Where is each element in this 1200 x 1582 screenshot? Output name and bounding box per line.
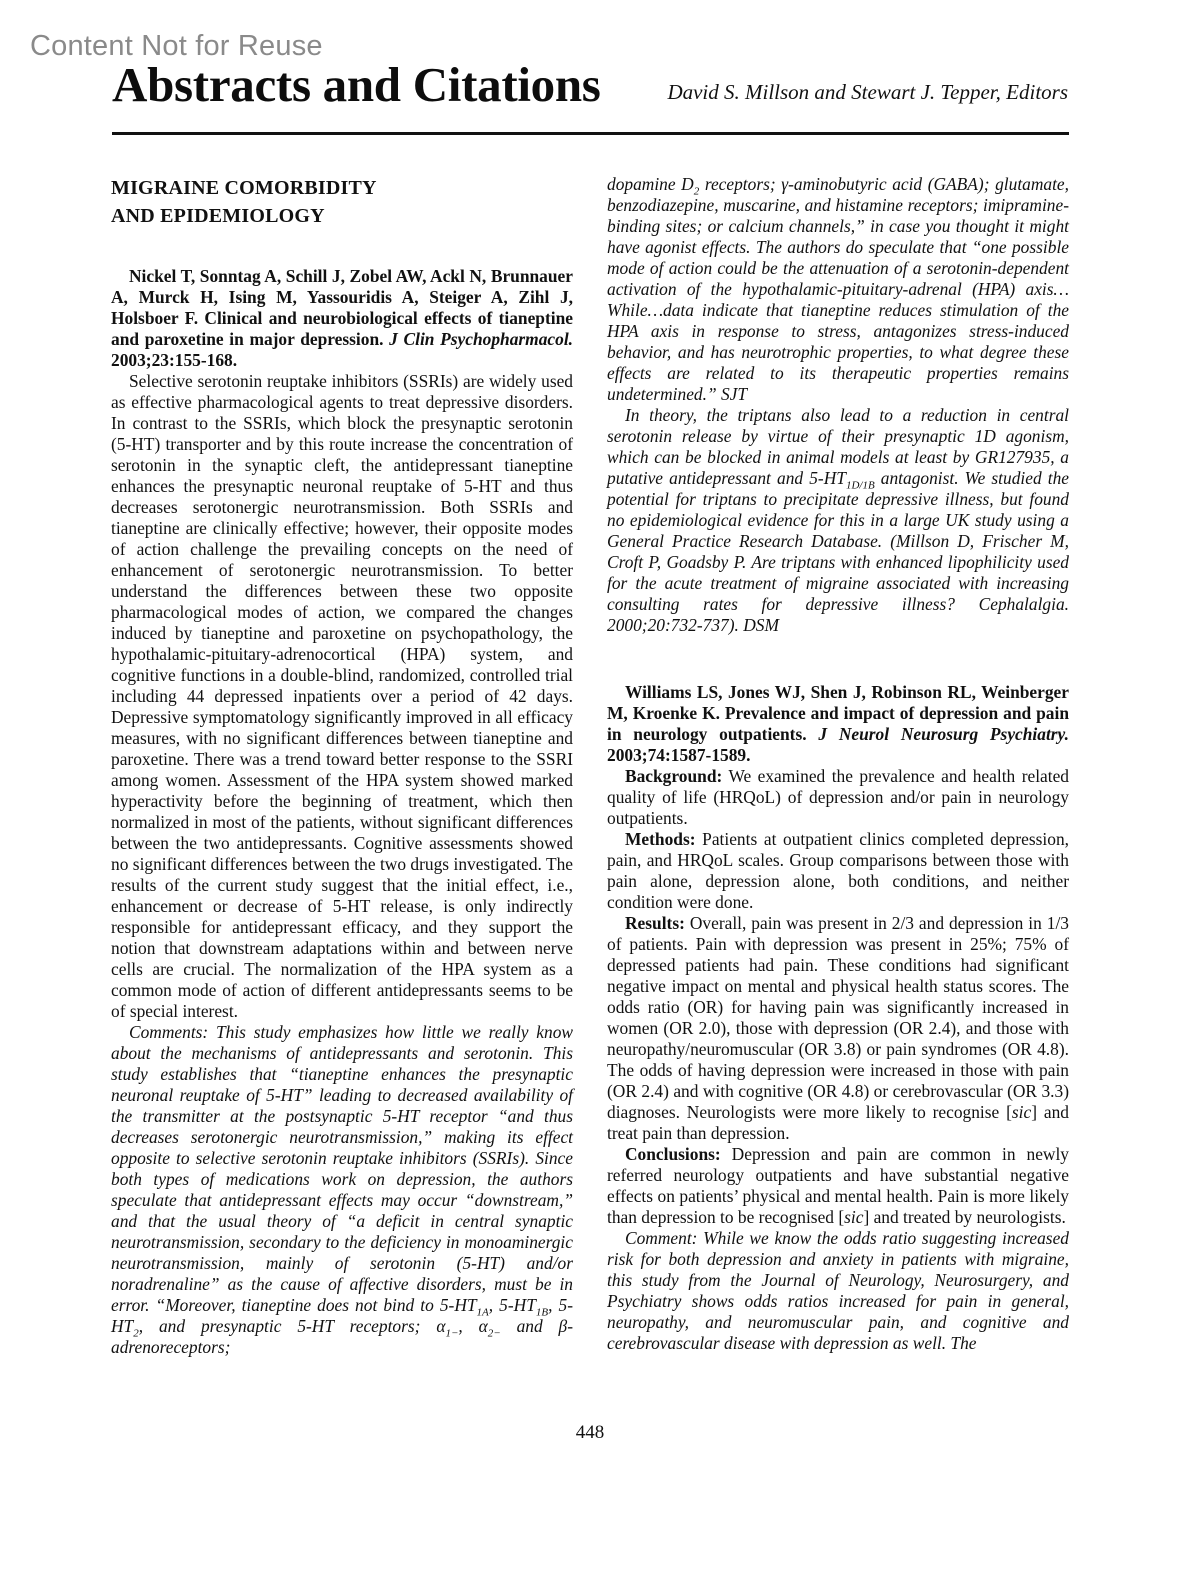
article-comments [111, 1022, 573, 1358]
abstract-results [607, 913, 1069, 1144]
conclusions-label: Conclusions: [625, 1144, 721, 1164]
methods-text: Patients at outpatient clinics completed depression, pain, and HRQoL scales. Group comparisons between those with pain alone, depression alone, both conditions, and neither condition were done. [607, 829, 1069, 912]
receptor-sub: 1D/1B [845, 479, 875, 492]
article-abstract: Selective serotonin reuptake inhibitors (SSRIs) are widely used as effective pharmacological agents to treat depressive disorders. In contrast to the SSRIs, which block the presynaptic serotonin (5-HT) transporter and by this route increase the concentration of serotonin in the synaptic cleft, the antidepressant tianeptine enhances the presynaptic neuronal reuptake of 5-HT and thus decreases serotonergic neurotransmission. Both SSRIs and tianeptine are clinically effective; however, their opposite modes of action challenge the prevailing concepts on the need of enhancement of serotonergic neurotransmission. To better understand the differences between these two opposite pharmacological modes of action, we compared the changes induced by tianeptine and paroxetine on psychopathology, the hypothalamic-pituitary-adrenocortical (HPA) system, and cognitive functions in a double-blind, randomized, controlled trial including 44 depressed inpatients over a period of 42 days. Depressive symptomatology significantly improved in all efficacy measures, with no significant differences between tianeptine and paroxetine. There was a trend toward better response to the SSRI among women. Assessment of the HPA system showed marked hyperactivity before the beginning of treatment, which then normalized in most of the patients, without significant differences between the two antidepressants. Cognitive assessments showed no significant differences between the two drugs investigated. The results of the current study suggest that the initial effect, i.e., enhancement or decrease of 5-HT release, is only indirectly responsible for antidepressant efficacy, and they support the notion that downstream adaptations within and between nerve cells are crucial. The normalization of the HPA system as a common mode of action of different antidepressants seems to be of special interest. [111, 371, 573, 1021]
sic-marker: sic [1011, 1102, 1032, 1122]
abstract-conclusions [607, 1144, 1069, 1228]
receptor-sub: 1− [445, 1327, 459, 1340]
header-rule [112, 132, 1069, 135]
comments-text: , and presynaptic 5-HT receptors; α [138, 1316, 446, 1336]
receptor-sub: 1B [535, 1306, 549, 1319]
right-column [607, 174, 1069, 1354]
editors-line: David S. Millson and Stewart J. Tepper, Editors [667, 80, 1068, 104]
comments-text: Comments: This study emphasizes how little we really know about the mechanisms of antidepressants and serotonin. This study establishes that “tianeptine enhances the presynaptic neuronal reuptake of 5-HT” leading to decreased availability of the transmitter at the postsynaptic 5-HT receptor “and thus decreases serotonergic neurotransmission,” making its effect opposite to selective serotonin reuptake inhibitors (SSRIs). Since both types of medications work on depression, the authors speculate that antidepressant effects may occur “downstream,” and that the usual theory of “a deficit in central synaptic neurotransmission, secondary to the deficiency in monoaminergic neurotransmission, mainly of serotonin (5-HT) and/or noradrenaline” as the cause of affective disorders, must be in error. “Moreover, tianeptine does not bind to 5-HT [111, 1022, 573, 1315]
results-text: Overall, pain was present in 2/3 and depression in 1/3 of patients. Pain with depression was present in 25%; 75% of depressed patients had pain. These conditions had significant negative impact on mental and physical health status scores. The odds ratio (OR) for having pain was significantly increased in women (OR 2.0), those with depression (OR 2.4), and those with neuropathy/neuromuscular (OR 3.8) or pain syndromes (OR 4.8). The odds of having depression were increased in those with pain (OR 2.4) and with cognitive (OR 4.8) or cerebrovascular (OR 3.3) diagnoses. Neurologists were more likely to recognise [ [607, 913, 1069, 1122]
comments-text: , 5-HT [488, 1295, 536, 1315]
comments-text: , α [458, 1316, 488, 1336]
article-spacer [607, 636, 1069, 682]
watermark: Content Not for Reuse [30, 30, 323, 62]
triptan-text: antagonist. We studied the potential for triptans to precipitate depressive illness, but found no epidemiological evidence for this in a large UK study using a General Practice Research Database. (Millson D, Frischer M, Croft P, Goadsby P. Are triptans with enhanced lipophilicity used for the acute treatment of migraine associated with increasing consulting rates for depressive illness? Cephalalgia. 2000;20:732-737). DSM [607, 468, 1069, 635]
triptan-comment [607, 405, 1069, 636]
citation-journal: J Neurol Neurosurg Psychiatry. [818, 724, 1069, 744]
receptor-sub: 2− [487, 1327, 501, 1340]
continuation-text: receptors; γ-aminobutyric acid (GABA); glutamate, benzodiazepine, muscarine, and histamine receptors; imipramine-binding sites; or calcium channels,” in case you thought it might have agonist effects. The authors do speculate that “one possible mode of action could be the attenuation of a serotonin-dependent activation of the hypothalamic-pituitary-adrenal (HPA) axis… While…data indicate that tianeptine reduces stimulation of the HPA axis in response to stress, antagonizes stress-induced behavior, and has neurotrophic properties, to what degree these effects are related to its therapeutic properties remains undetermined.” SJT [607, 174, 1069, 404]
receptor-sub: 2 [133, 1327, 139, 1340]
background-label: Background: [625, 766, 723, 786]
page-number: 448 [575, 1422, 605, 1443]
continuation-text: dopamine D [607, 174, 694, 194]
section-heading [111, 174, 573, 230]
left-column [111, 174, 573, 1358]
receptor-sub: 1A [476, 1306, 489, 1319]
sic-marker: sic [844, 1207, 864, 1227]
conclusions-text: ] and treated by neurologists. [863, 1207, 1066, 1227]
citation-authors-title: Williams LS, Jones WJ, Shen J, Robinson RL, Weinberger M, Kroenke K. Prevalence and impact of depression and pain in neurology outpatients. [607, 682, 1069, 744]
page-title: Abstracts and Citations [112, 57, 601, 112]
article-citation [111, 266, 573, 371]
triptan-text: In theory, the triptans also lead to a reduction in central serotonin release by virtue of their presynaptic 1D agonism, which can be blocked in animal models at least by GR127935, a putative antidepressant and 5-HT [607, 405, 1069, 488]
background-text: We examined the prevalence and health related quality of life (HRQoL) of depression and/or pain in neurology outpatients. [607, 766, 1069, 828]
results-text: ] and treat pain than depression. [607, 1102, 1069, 1143]
article-citation [607, 682, 1069, 766]
section-heading-line-2: AND EPIDEMIOLOGY [111, 205, 325, 227]
citation-journal: J Clin Psychopharmacol. [389, 329, 573, 349]
citation-authors-title: Nickel T, Sonntag A, Schill J, Zobel AW, Ackl N, Brunnauer A, Murck H, Ising M, Yassouridis A, Steiger A, Zihl J, Holsboer F. Clinical and neurobiological effects of tianeptine and paroxetine in major depression. [111, 266, 573, 349]
abstract-background [607, 766, 1069, 829]
comments-text: and β-adrenoreceptors; [111, 1316, 574, 1357]
section-heading-line-1: MIGRAINE COMORBIDITY [111, 177, 377, 199]
article-comment: Comment: While we know the odds ratio suggesting increased risk for both depression and anxiety in patients with migraine, this study from the Journal of Neurology, Neurosurgery, and Psychiatry shows odds ratios increased for pain in general, neuropathy, and neuromuscular pain, and cognitive and cerebrovascular disease with depression as well. The [607, 1228, 1069, 1353]
citation-volume: 2003;23:155-168. [111, 350, 238, 370]
conclusions-text: Depression and pain are common in newly referred neurology outpatients and have substantial negative effects on patients’ physical and mental health. Pain is more likely than depression to be recognised [ [607, 1144, 1069, 1227]
methods-label: Methods: [625, 829, 696, 849]
comments-text: , 5-HT [111, 1295, 573, 1336]
receptor-sub: 2 [693, 185, 700, 198]
citation-volume: 2003;74:1587-1589. [607, 745, 751, 765]
comments-continuation [607, 174, 1069, 405]
abstract-methods [607, 829, 1069, 913]
results-label: Results: [625, 913, 685, 933]
